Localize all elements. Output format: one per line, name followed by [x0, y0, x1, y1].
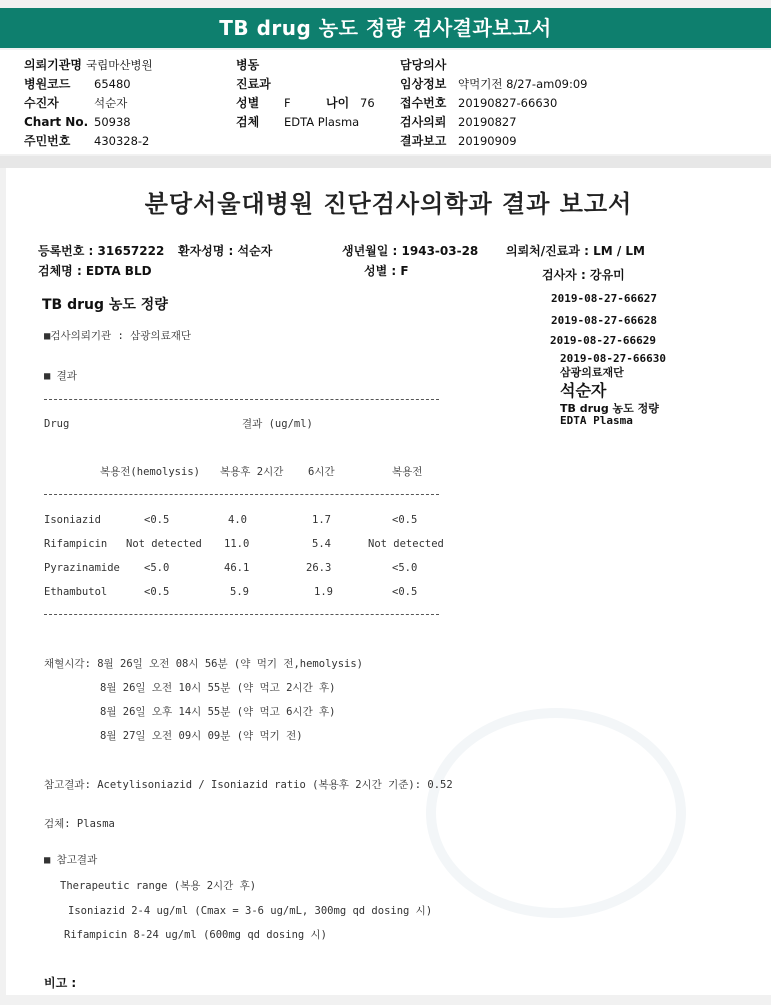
chart-no-value: 50938	[94, 115, 131, 129]
col-6h: 6시간	[308, 466, 335, 478]
patient-name: 환자성명 : 석순자	[178, 244, 273, 258]
reference-result: 참고결과: Acetylisoniazid / Isoniazid ratio (복용후 2시간 기준): 0.52	[44, 779, 453, 791]
drug-name: Ethambutol	[44, 586, 108, 598]
value-pre-hemolysis: <0.5	[144, 514, 170, 526]
report-date-value: 20190909	[458, 134, 517, 148]
requester: 의뢰처/진료과 : LM / LM	[506, 244, 646, 258]
doc-title: 분당서울대병원 진단검사의학과 결과 보고서	[144, 190, 633, 218]
specimen-label: 검체	[236, 115, 260, 129]
rule	[44, 399, 439, 400]
ref-rifampicin: Rifampicin 8-24 ug/ml (600mg qd dosing 시)	[64, 929, 328, 941]
header-info	[0, 50, 771, 154]
value-pre-hemolysis: Not detected	[126, 538, 202, 550]
value-2h: 11.0	[224, 538, 250, 550]
remark: 비고 :	[44, 976, 77, 990]
test-name: TB drug 농도 정량	[42, 297, 168, 313]
specimen-line: 검체: Plasma	[44, 818, 115, 830]
sex: 성별 : F	[364, 264, 409, 278]
institution-label: 의뢰기관명	[24, 58, 82, 72]
institution-value: 국립마산병원	[86, 58, 153, 72]
receiver-value: 석순자	[94, 96, 128, 110]
specimen-label-sticker	[546, 288, 716, 428]
value-pre: <0.5	[392, 514, 418, 526]
label-spec: EDTA Plasma	[560, 414, 633, 427]
value-6h: 1.9	[314, 586, 333, 598]
reference-heading: ■ 참고결과	[44, 854, 98, 866]
sex-label: 성별	[236, 96, 260, 110]
sampling-time-3: 8월 26일 오후 14시 55분 (약 먹고 6시간 후)	[100, 706, 336, 718]
birth-date: 생년월일 : 1943-03-28	[342, 244, 479, 258]
drug-name: Isoniazid	[44, 514, 101, 526]
sampling-time-2: 8월 26일 오전 10시 55분 (약 먹고 2시간 후)	[100, 682, 336, 694]
label-line-4: 2019-08-27-66630	[560, 352, 666, 365]
label-name: 석순자	[560, 381, 607, 400]
value-pre-hemolysis: <5.0	[144, 562, 170, 574]
label-line-1: 2019-08-27-66627	[551, 292, 657, 305]
request-date-label: 검사의뢰	[400, 115, 447, 129]
label-line-2: 2019-08-27-66628	[551, 314, 657, 327]
dept-label: 진료과	[236, 77, 271, 91]
value-6h: 26.3	[306, 562, 332, 574]
clinical-value: 약먹기전 8/27-am09:09	[458, 77, 588, 91]
doctor-label: 담당의사	[400, 58, 447, 72]
age-label: 나이	[326, 96, 350, 110]
sex-value: F	[284, 96, 291, 110]
label-test: TB drug 농도 정량	[560, 402, 659, 415]
value-2h: 46.1	[224, 562, 250, 574]
value-pre: <0.5	[392, 586, 418, 598]
label-org: 삼광의료재단	[560, 366, 624, 379]
receipt-no-label: 접수번호	[400, 96, 447, 110]
result-heading: ■ 결과	[44, 370, 77, 382]
separator	[0, 156, 771, 168]
sampling-time-1: 채혈시각: 8월 26일 오전 08시 56분 (약 먹기 전,hemolysis)	[44, 658, 364, 670]
rule	[44, 494, 439, 495]
value-6h: 1.7	[312, 514, 331, 526]
unit-heading: 결과 (ug/ml)	[242, 418, 313, 430]
col-pre: 복용전	[392, 466, 423, 478]
ref-isoniazid: Isoniazid 2-4 ug/ml (Cmax = 3-6 ug/mL, 300mg qd dosing 시)	[68, 905, 433, 917]
col-pre-hemolysis: 복용전(hemolysis)	[100, 466, 200, 478]
chart-no-label: Chart No.	[24, 115, 89, 129]
value-6h: 5.4	[312, 538, 331, 550]
drug-name: Pyrazinamide	[44, 562, 120, 574]
request-institution: ■검사의뢰기관 : 삼광의료재단	[44, 330, 192, 342]
value-pre-hemolysis: <0.5	[144, 586, 170, 598]
specimen-value: EDTA Plasma	[284, 115, 360, 129]
value-pre: <5.0	[392, 562, 418, 574]
receiver-label: 수진자	[24, 96, 59, 110]
resident-no-label: 주민번호	[24, 134, 71, 148]
clinical-label: 임상정보	[400, 77, 447, 91]
receipt-no-value: 20190827-66630	[458, 96, 558, 110]
watermark-seal	[426, 708, 686, 918]
request-date-value: 20190827	[458, 115, 517, 129]
resident-no-value: 430328-2	[94, 134, 150, 148]
hospital-code-label: 병원코드	[24, 77, 71, 91]
ward-label: 병동	[236, 58, 260, 72]
value-2h: 5.9	[230, 586, 249, 598]
drug-name: Rifampicin	[44, 538, 108, 550]
examiner: 검사자 : 강유미	[542, 268, 625, 282]
drug-heading: Drug	[44, 418, 70, 430]
rule	[44, 614, 439, 615]
specimen-name: 검체명 : EDTA BLD	[38, 264, 152, 278]
value-pre: Not detected	[368, 538, 444, 550]
report-title: TB drug 농도 정량 검사결과보고서	[0, 8, 771, 48]
sampling-time-4: 8월 27일 오전 09시 09분 (약 먹기 전)	[100, 730, 303, 742]
therapeutic-range: Therapeutic range (복용 2시간 후)	[60, 880, 257, 892]
col-2h: 복용후 2시간	[220, 466, 284, 478]
report-date-label: 결과보고	[400, 134, 447, 148]
age-value: 76	[360, 96, 375, 110]
hospital-code-value: 65480	[94, 77, 131, 91]
scanned-report	[6, 168, 771, 995]
value-2h: 4.0	[228, 514, 247, 526]
reg-no: 등록번호 : 31657222	[38, 244, 165, 258]
label-line-3: 2019-08-27-66629	[550, 334, 656, 347]
